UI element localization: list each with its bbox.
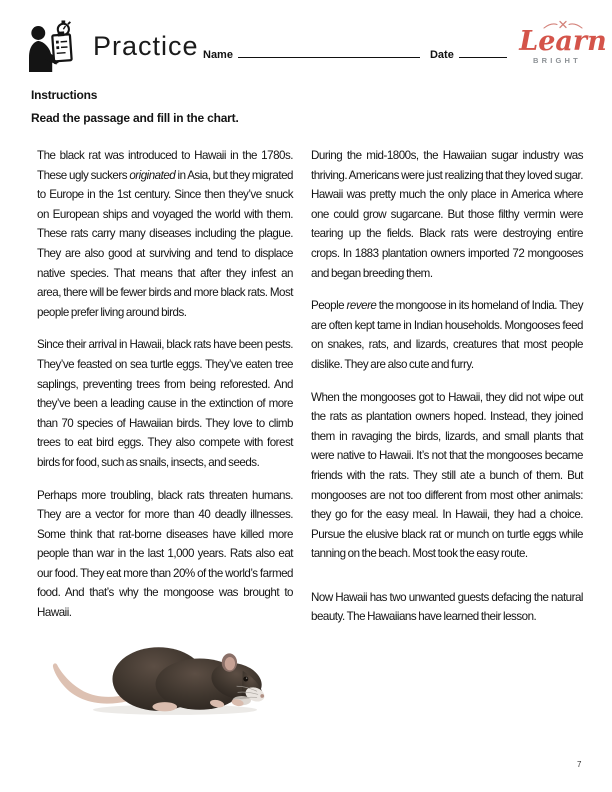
- passage-paragraph: [37, 335, 293, 472]
- passage-text: the mongoose in its homeland of India. They are often kept tame in Indian households. Mongooses feed on snakes, rats, and lizards, creatures that most people dislike. They are also cute and furry.: [311, 299, 583, 371]
- passage-column-left: [37, 146, 293, 723]
- passage-text: Perhaps more troubling, black rats threaten humans. They are a vector for more than 40 deadly illnesses. Some think that rat-borne diseases have killed more people than war in the last 1,000 years. Rats also eat our food. They eat more than 20% of the world’s farmed food. And that’s why the mongoose was brought to Hawaii.: [37, 488, 293, 620]
- name-date-row: [203, 46, 507, 61]
- practice-icon: [26, 20, 84, 72]
- passage-column-right: [311, 146, 583, 723]
- passage-italic-term: revere: [346, 299, 377, 313]
- practice-label: Practice: [93, 30, 199, 61]
- passage-text: in Asia, but they migrated to Europe in the 1st century. Since then they’ve snuck on European ships and voyaged the world with them. These rats carry many diseases including the plague. They are also good at surviving and tend to displace native species. That means that after they infest an area, there will be fewer birds and more black rats. Most people prefer living around birds.: [37, 168, 293, 319]
- passage: [37, 146, 583, 723]
- date-input-line[interactable]: [459, 46, 507, 58]
- name-input-line[interactable]: [238, 46, 420, 58]
- logo-bright-text: BRIGHT: [533, 56, 581, 65]
- passage-right-paragraphs: [311, 146, 583, 627]
- passage-paragraph: [311, 388, 583, 564]
- passage-italic-term: originated: [129, 168, 176, 182]
- passage-text: People: [311, 299, 347, 313]
- passage-paragraph: [311, 146, 583, 283]
- passage-text: When the mongooses got to Hawaii, they did not wipe out the rats as plantation owners hoped. Instead, they joined them in ravaging the birds, lizards, and small plants that were native to Hawaii. It’s not that the mongooses became friends with the rats. They still ate a bunch of them. But mongooses are not too different from most other animals: they go for the easy meal. In Hawaii, they had a choice. Pursue the elusive black rat or munch on turtle eggs while tanning on the beach. Most took the easy route.: [311, 390, 583, 561]
- page-number: 7: [577, 760, 582, 769]
- logo-learn-text: Learn: [519, 26, 607, 57]
- passage-text: The black rat was introduced to Hawaii in the 1780s. These ugly suckers: [37, 149, 293, 182]
- passage-text: During the mid-1800s, the Hawaiian sugar industry was thriving. Americans were just realizing that they loved sugar. Hawaii was pretty much the only place in America where one could grow sugarcane. But those filthy vermin were tearing up the fields. Black rats were destroying entire crops. In 1883 plantation owners imported 72 mongooses and began breeding them.: [311, 149, 583, 280]
- instructions-directions: Read the passage and fill in the chart.: [31, 111, 239, 125]
- passage-text: Since their arrival in Hawaii, black rats have been pests. They’ve feasted on sea turtle eggs. They’ve eaten tree saplings, preventing trees from being reforested. And they’ve been a leading cause in the extinction of more than 70 species of Hawaiian birds. They love to climb trees to eat bird eggs. They also compete with forest birds for food, such as snails, insects, and seeds.: [37, 338, 293, 469]
- learnbright-logo: [519, 18, 607, 65]
- name-label: Name: [203, 49, 233, 61]
- passage-paragraph: [311, 588, 583, 627]
- passage-paragraph: [37, 146, 293, 322]
- passage-paragraph: [37, 486, 293, 623]
- date-label: Date: [429, 49, 454, 61]
- black-rat-photo: [41, 638, 267, 718]
- passage-text: Now Hawaii has two unwanted guests defacing the natural beauty. The Hawaiians have learned their lesson.: [311, 590, 583, 624]
- header-brand: [26, 20, 199, 72]
- instructions-heading: Instructions: [31, 88, 98, 102]
- passage-paragraph: [311, 296, 583, 374]
- passage-left-paragraphs: [37, 146, 293, 623]
